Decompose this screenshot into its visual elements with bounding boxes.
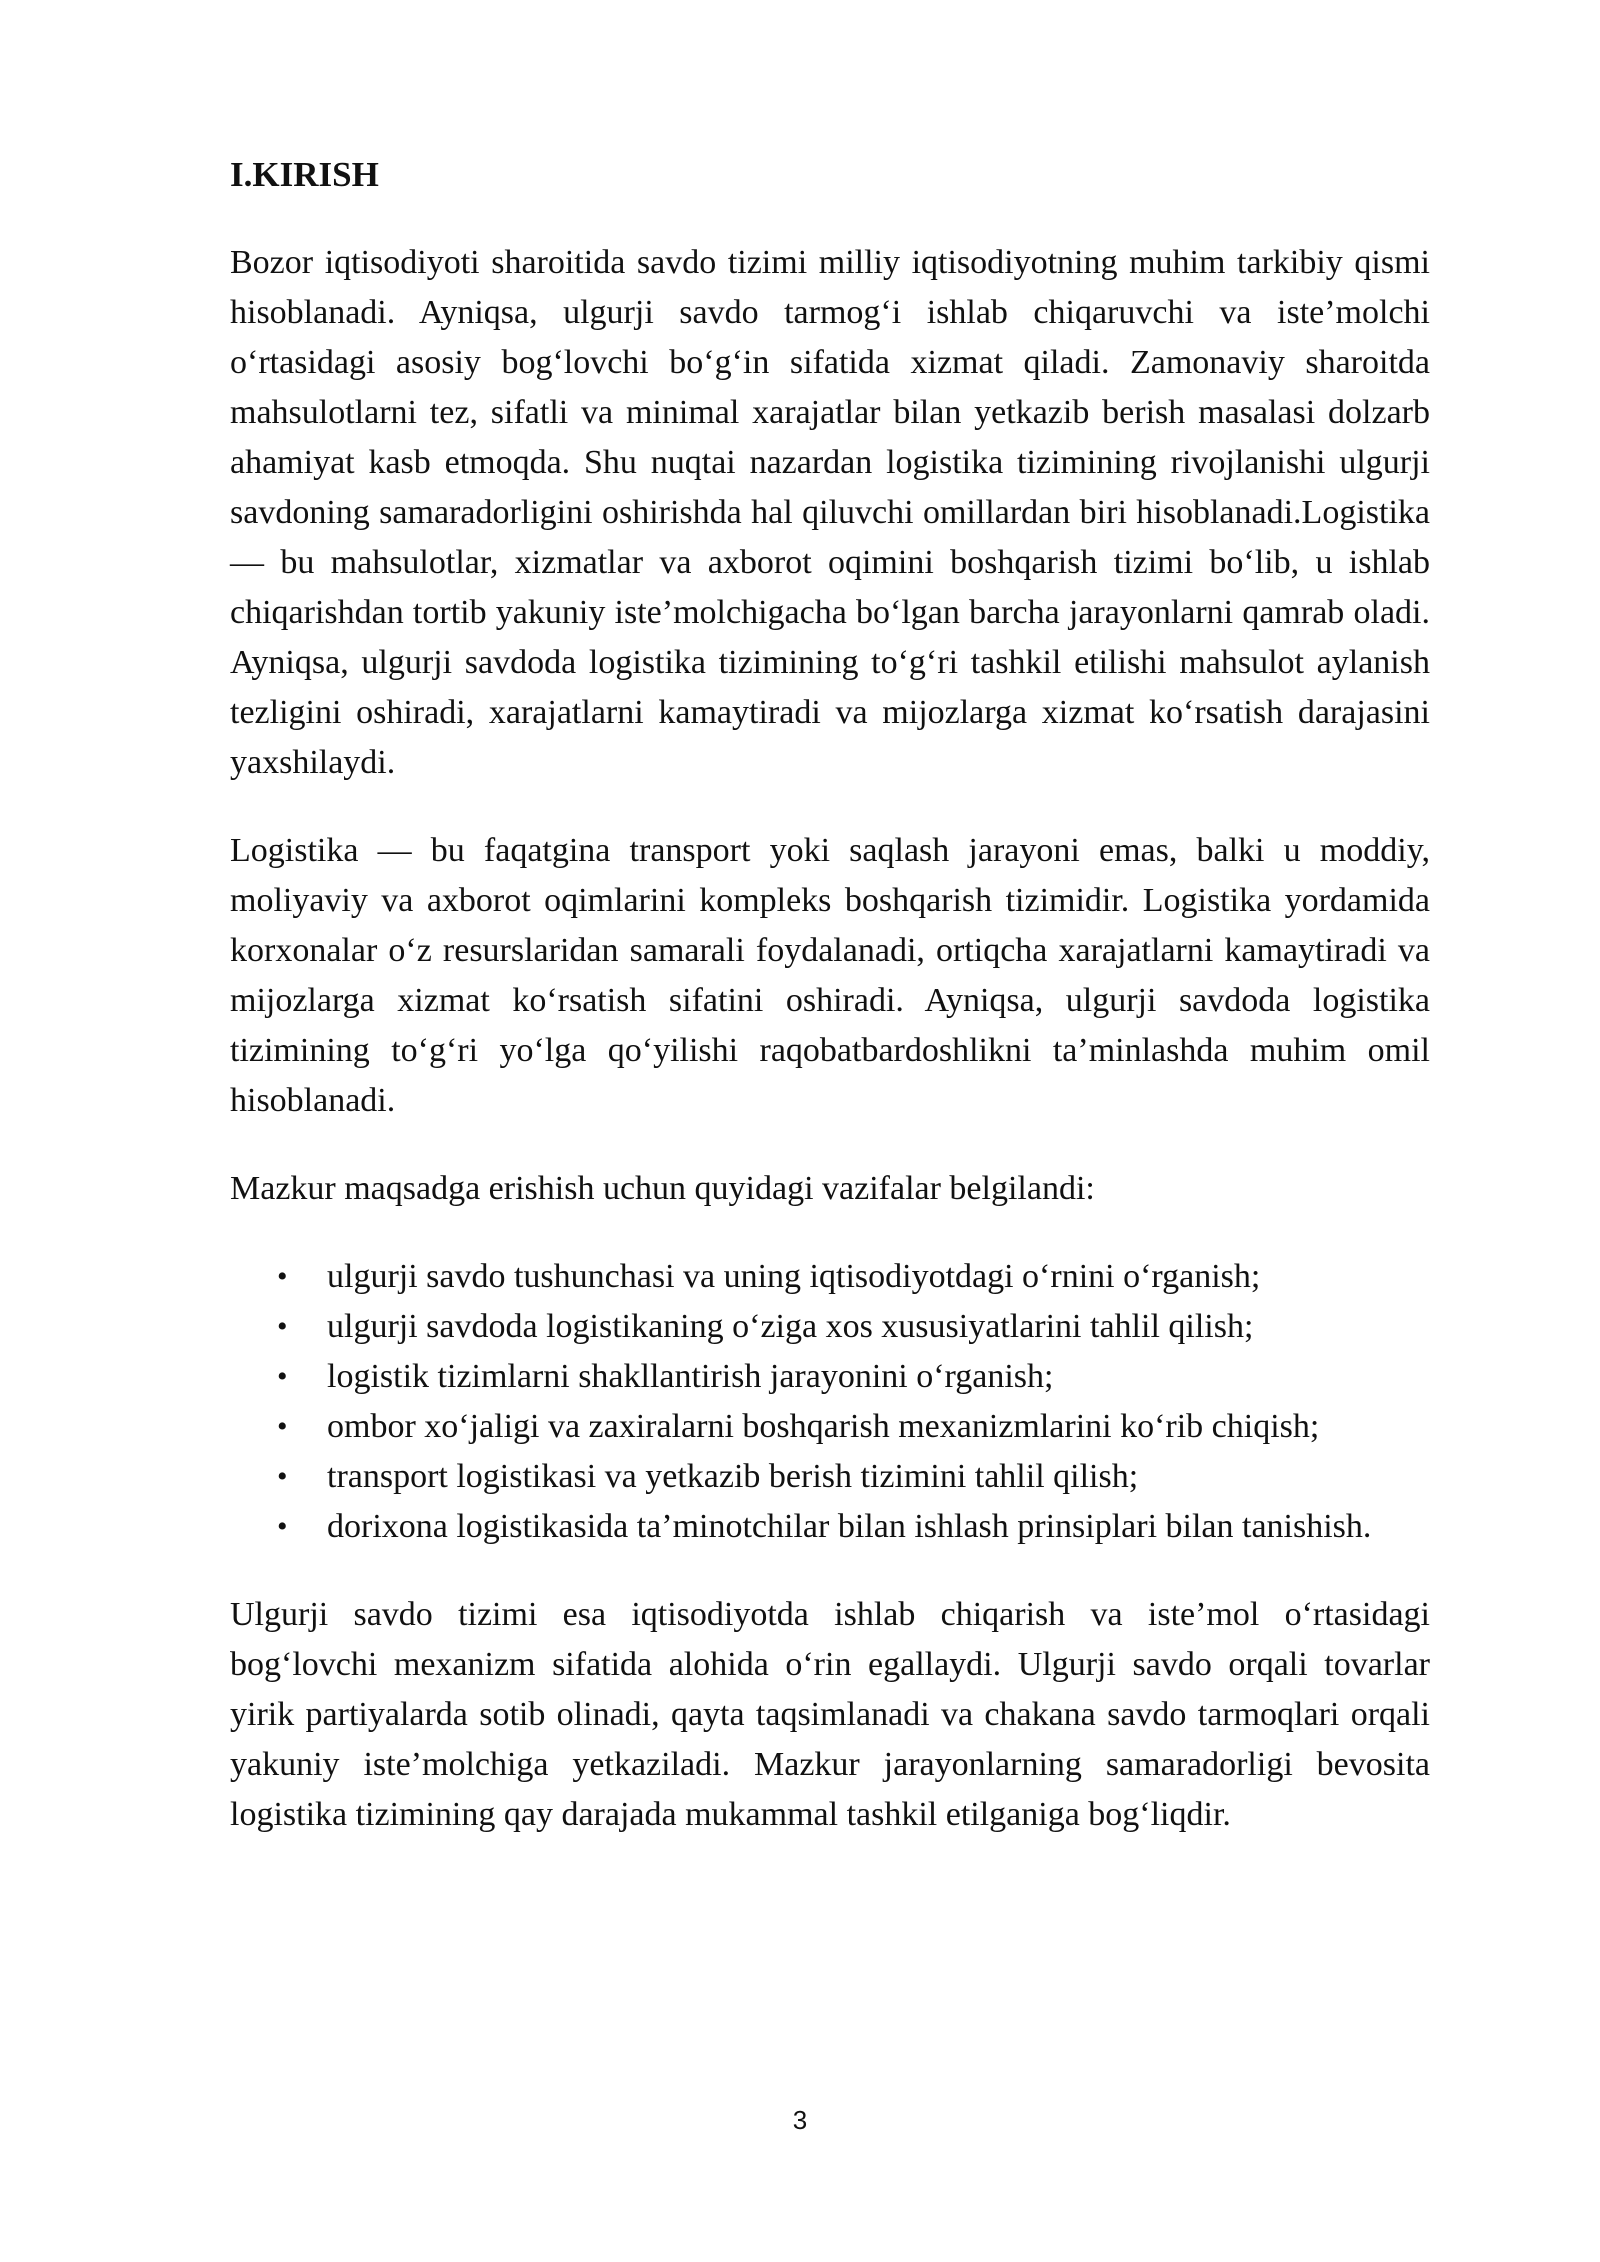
section-heading: I.KIRISH (230, 155, 379, 194)
list-item-text: logistik tizimlarni shakllantirish jarayonini o‘rganish; (327, 1358, 1054, 1395)
bullet-icon: • (277, 1310, 288, 1343)
bullet-icon: • (277, 1410, 288, 1443)
list-item (230, 1402, 1430, 1452)
bullet-icon: • (277, 1510, 288, 1543)
list-item (230, 1502, 1430, 1552)
closing-paragraph: Ulgurji savdo tizimi esa iqtisodiyotda ishlab chiqarish va iste’mol o‘rtasidagi bog‘lovchi mexanizm sifatida alohida o‘rin egallaydi. Ulgurji savdo orqali tovarlar yirik partiyalarda sotib olinadi, qayta taqsimlanadi va chakana savdo tarmoqlari orqali yakuniy iste’molchiga yetkaziladi. Mazkur jarayonlarning samaradorligi bevosita logistika tizimining qay darajada mukammal tashkil etilganiga bog‘liqdir. (230, 1596, 1430, 1833)
list-item-text: transport logistikasi va yetkazib berish tizimini tahlil qilish; (327, 1458, 1139, 1495)
list-item-text: ulgurji savdo tushunchasi va uning iqtisodiyotdagi o‘rnini o‘rganish; (327, 1258, 1261, 1295)
tasks-intro-paragraph: Mazkur maqsadga erishish uchun quyidagi vazifalar belgilandi: (230, 1170, 1095, 1207)
list-item (230, 1352, 1430, 1402)
intro-paragraph-2: Logistika — bu faqatgina transport yoki saqlash jarayoni emas, balki u moddiy, moliyaviy va axborot oqimlarini kompleks boshqarish tizimidir. Logistika yordamida korxonalar o‘z resurslaridan samarali foydalanadi, ortiqcha xarajatlarni kamaytiradi va mijozlarga xizmat ko‘rsatish sifatini oshiradi. Ayniqsa, ulgurji savdoda logistika tizimining to‘g‘ri yo‘lga qo‘yilishi raqobatbardoshlikni ta’minlashda muhim omil hisoblanadi. (230, 832, 1430, 1119)
list-item-text: ombor xo‘jaligi va zaxiralarni boshqarish mexanizmlarini ko‘rib chiqish; (327, 1408, 1320, 1445)
intro-paragraph-1: Bozor iqtisodiyoti sharoitida savdo tizimi milliy iqtisodiyotning muhim tarkibiy qismi hisoblanadi. Ayniqsa, ulgurji savdo tarmog‘i ishlab chiqaruvchi va iste’molchi o‘rtasidagi asosiy bog‘lovchi bo‘g‘in sifatida xizmat qiladi. Zamonaviy sharoitda mahsulotlarni tez, sifatli va minimal xarajatlar bilan yetkazib berish masalasi dolzarb ahamiyat kasb etmoqda. Shu nuqtai nazardan logistika tizimining rivojlanishi ulgurji savdoning samaradorligini oshirishda hal qiluvchi omillardan biri hisoblanadi.Logistika — bu mahsulotlar, xizmatlar va axborot oqimini boshqarish tizimi bo‘lib, u ishlab chiqarishdan tortib yakuniy iste’molchigacha bo‘lgan barcha jarayonlarni qamrab oladi. Ayniqsa, ulgurji savdoda logistika tizimining to‘g‘ri tashkil etilishi mahsulot aylanish tezligini oshiradi, xarajatlarni kamaytiradi va mijozlarga xizmat ko‘rsatish darajasini yaxshilaydi. (230, 244, 1430, 781)
page-number: 3 (792, 2105, 808, 2135)
tasks-list (230, 1252, 1430, 1552)
list-item (230, 1252, 1430, 1302)
document-page (230, 150, 1430, 1878)
list-item (230, 1302, 1430, 1352)
list-item-text: ulgurji savdoda logistikaning o‘ziga xos xususiyatlarini tahlil qilish; (327, 1308, 1254, 1345)
list-item (230, 1452, 1430, 1502)
bullet-icon: • (277, 1260, 288, 1293)
bullet-icon: • (277, 1460, 288, 1493)
bullet-icon: • (277, 1360, 288, 1393)
list-item-text: dorixona logistikasida ta’minotchilar bilan ishlash prinsiplari bilan tanishish. (327, 1508, 1372, 1545)
